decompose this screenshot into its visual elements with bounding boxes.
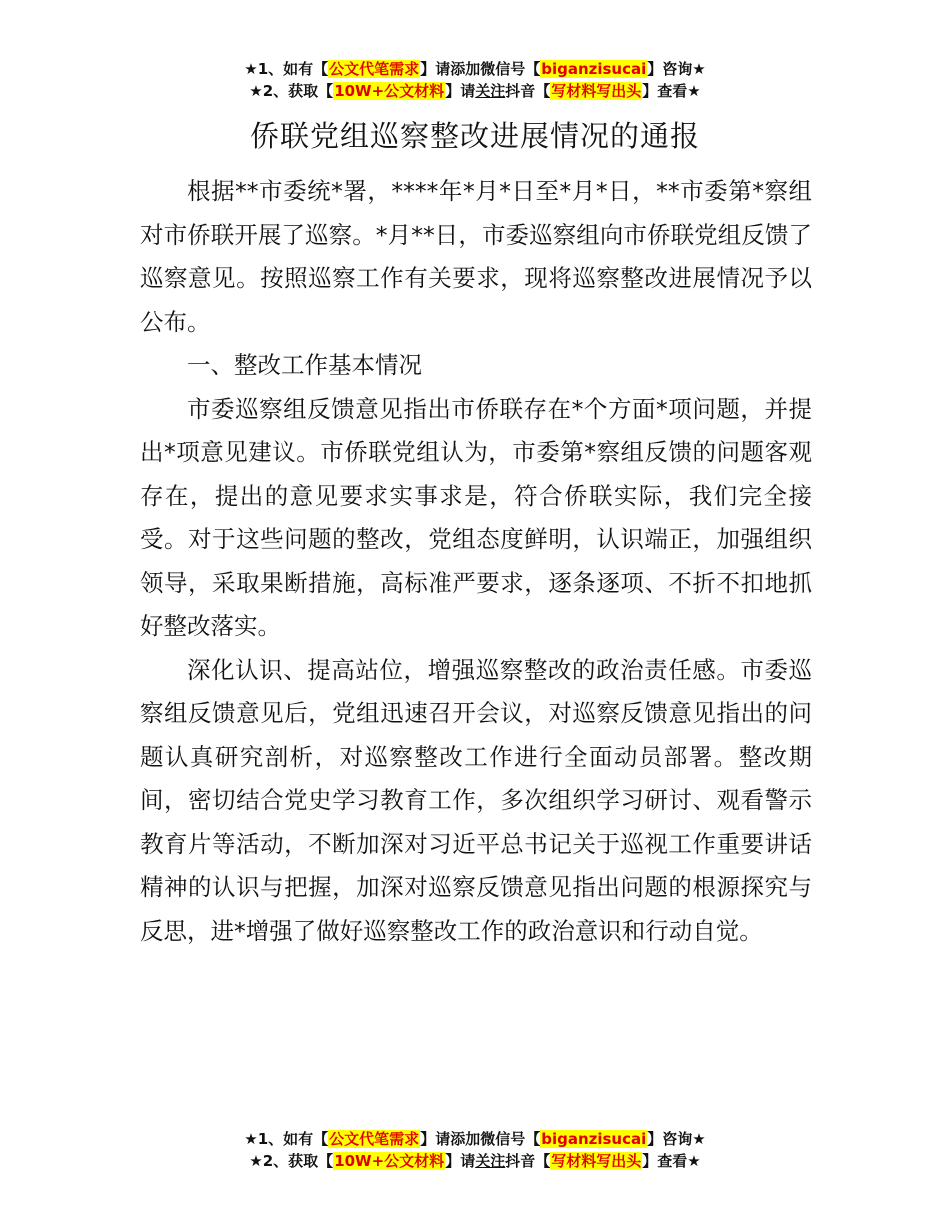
promo-highlight: 10W+公文材料 — [334, 82, 445, 100]
promo-text: 抖音【 — [505, 1152, 551, 1170]
promo-text: ★2、获取【 — [249, 82, 334, 100]
promo-text: 抖音【 — [505, 82, 551, 100]
promo-text: 】请 — [445, 82, 476, 100]
promo-highlight-douyin: 写材料写出头 — [551, 82, 642, 100]
promo-text: ★2、获取【 — [249, 1152, 334, 1170]
promo-text: ★1、如有【 — [244, 1130, 329, 1148]
promo-header — [0, 58, 950, 102]
document-title: 侨联党组巡察整改进展情况的通报 — [249, 119, 700, 153]
promo-footer — [0, 1128, 950, 1172]
promo-text: 】查看★ — [642, 1152, 701, 1170]
promo-text: ★1、如有【 — [244, 60, 329, 78]
promo-line-1 — [0, 1128, 950, 1150]
promo-text: 】咨询★ — [647, 60, 706, 78]
promo-highlight-wechat: biganzisucai — [541, 60, 647, 78]
promo-text: 】咨询★ — [647, 1130, 706, 1148]
promo-highlight: 公文代笔需求 — [329, 60, 420, 78]
promo-line-2 — [0, 1150, 950, 1172]
promo-highlight: 公文代笔需求 — [329, 1130, 420, 1148]
promo-highlight-wechat: biganzisucai — [541, 1130, 647, 1148]
promo-text-underlined: 关注 — [475, 82, 506, 100]
promo-line-2 — [0, 80, 950, 102]
promo-text: 】查看★ — [642, 82, 701, 100]
promo-highlight: 10W+公文材料 — [334, 1152, 445, 1170]
promo-highlight-douyin: 写材料写出头 — [551, 1152, 642, 1170]
promo-line-1 — [0, 58, 950, 80]
paragraph-overview: 市委巡察组反馈意见指出市侨联存在*个方面*项问题，并提出*项意见建议。市侨联党组认为，市委第*察组反馈的问题客观存在，提出的意见要求实事求是，符合侨联实际，我们完全接受。对于这些问题的整改，党组态度鲜明，认识端正，加强组织领导，采取果断措施，高标准严要求，逐条逐项、不折不扣地抓好整改落实。 — [140, 394, 812, 640]
paragraph-deepen-awareness: 深化认识、提高站位，增强巡察整改的政治责任感。市委巡察组反馈意见后，党组迅速召开会议，对巡察反馈意见指出的问题认真研究剖析，对巡察整改工作进行全面动员部署。整改期间，密切结合党史学习教育工作，多次组织学习研讨、观看警示教育片等活动，不断加深对习近平总书记关于巡视工作重要讲话精神的认识与把握，加深对巡察反馈意见指出问题的根源探究与反思，进*增强了做好巡察整改工作的政治意识和行动自觉。 — [140, 655, 812, 945]
promo-text-underlined: 关注 — [475, 1152, 506, 1170]
paragraph-intro: 根据**市委统*署，****年*月*日至*月*日，**市委第*察组对市侨联开展了巡察。*月**日，市委巡察组向市侨联党组反馈了巡察意见。按照巡察工作有关要求，现将巡察整改进展情况予以公布。 — [140, 177, 812, 336]
section-heading: 一、整改工作基本情况 — [187, 351, 422, 379]
promo-text: 】请 — [445, 1152, 476, 1170]
document-body — [140, 170, 812, 953]
promo-text: 】请添加微信号【 — [420, 1130, 541, 1148]
promo-text: 】请添加微信号【 — [420, 60, 541, 78]
